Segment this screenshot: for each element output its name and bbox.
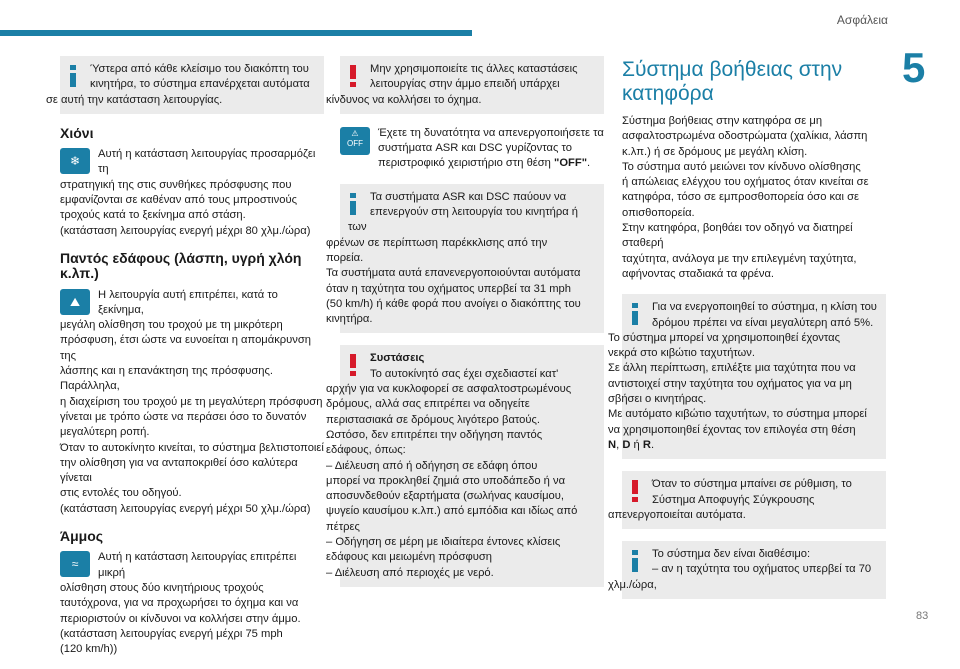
text-line: ολίσθηση στους δύο κινητήριους τροχούς xyxy=(60,581,264,594)
text-line: εμφανίζονται σε καθέναν από τους μπροστινούς xyxy=(60,194,297,207)
note-line: αποσυνδεθούν εξαρτήματα (σωλήνας καυσίμου, xyxy=(326,490,564,503)
text-line: ή απώλειας ελέγχου του οχήματος όταν κινείται σε xyxy=(622,176,869,189)
info-icon xyxy=(350,193,356,215)
info-note xyxy=(608,294,886,459)
note-line: πέτρες xyxy=(326,520,360,533)
text-line: (κατάσταση λειτουργίας ενεργή μέχρι 75 mph xyxy=(60,627,283,640)
note-line: εδάφους, όπως: xyxy=(326,444,406,457)
note-line: Ωστόσο, δεν επιτρέπει την οδήγηση παντός xyxy=(326,428,543,441)
text-line: κατηφόρα, τόσο σε εμπροσθοπορεία όσο και σε xyxy=(622,191,859,204)
note-line: δρόμου πρέπει να είναι μεγαλύτερη από 5%. xyxy=(652,316,874,329)
text-span: περιστροφικό χειριστήριο στη θέση xyxy=(378,157,555,170)
text-line: (κατάσταση λειτουργίας ενεργή μέχρι 50 χλμ./ώρα) xyxy=(60,502,311,515)
note-line: νεκρά στο κιβώτιο ταχυτήτων. xyxy=(608,347,755,360)
text-line: ταχύτητα, ανάλογα με την επιλεγμένη ταχύτητα, xyxy=(622,252,857,265)
text-line: ασφαλτοστρωμένα οδοστρώματα (χαλίκια, λάσπη xyxy=(622,130,868,143)
text-line xyxy=(340,156,604,171)
note-line xyxy=(608,438,878,453)
warning-icon xyxy=(350,354,356,376)
snow-mode-icon: ❄ xyxy=(60,148,90,174)
text-line: την ολίσθηση για να ανταποκριθεί όσο καλύτερα γίνεται xyxy=(60,456,298,485)
note-line: Σύστημα Αποφυγής Σύγκρουσης xyxy=(652,493,815,506)
text-line: γίνεται με τρόπο ώστε να περάσει όσο το δυνατόν xyxy=(60,410,307,423)
note-line: Με αυτόματο κιβώτιο ταχυτήτων, το σύστημα μπορεί xyxy=(608,408,867,421)
note-line: – Διέλευση από ή οδήγηση σε εδάφη όπου xyxy=(326,459,538,472)
note-line: σε αυτή την κατάσταση λειτουργίας. xyxy=(46,93,223,106)
text-line: μεγαλύτερη ροπή. xyxy=(60,426,150,439)
text-line: κ.λπ.) ή σε δρόμους με μεγάλη κλίση. xyxy=(622,145,808,158)
chapter-number: 5 xyxy=(902,44,926,91)
note-line: φρένων σε περίπτωση παρέκκλισης από την xyxy=(326,236,548,249)
note-line: (50 km/h) ή κάθε φορά που ανοίγει ο διακόπτης του xyxy=(326,297,581,310)
text-line: στις εντολές του οδηγού. xyxy=(60,487,182,500)
paragraph-snow xyxy=(60,147,324,239)
sand-mode-icon: ≈ xyxy=(60,551,90,577)
text-line: Η λειτουργία αυτή επιτρέπει, κατά το ξεκίνημα, xyxy=(98,288,278,316)
text-line: Σύστημα βοήθειας στην κατηφόρα σε μη xyxy=(622,115,823,127)
off-icon-label: OFF xyxy=(347,138,363,148)
info-icon xyxy=(632,550,638,572)
note-line: χλμ./ώρα, xyxy=(608,578,657,591)
note-line: πορεία. xyxy=(326,251,364,264)
info-note xyxy=(608,541,886,599)
note-line: – αν η ταχύτητα του οχήματος υπερβεί τα 70 xyxy=(652,563,872,576)
text-line: συστήματα ASR και DSC γυρίζοντας το xyxy=(378,142,572,155)
gear-n: N xyxy=(608,438,617,451)
text-line: στρατηγική της στις συνθήκες πρόσφυσης που xyxy=(60,178,292,191)
text-line: λάσπης και η επανάκτηση της πρόσφυσης. Παράλληλα, xyxy=(60,365,273,393)
page-number: 83 xyxy=(916,610,929,622)
text-line: Το σύστημα αυτό μειώνει τον κίνδυνο ολίσθησης xyxy=(622,160,861,173)
warning-note xyxy=(608,471,886,529)
note-line: Το σύστημα μπορεί να χρησιμοποιηθεί έχοντας xyxy=(608,331,841,344)
off-mode-icon: ⚠ OFF xyxy=(340,127,370,155)
warning-note xyxy=(326,56,604,114)
text-line: η διαχείριση του τροχού με τη μεγαλύτερη πρόσφυση xyxy=(60,395,323,408)
text-line: Όταν το αυτοκίνητο κινείται, το σύστημα βελτιστοποιεί xyxy=(60,441,324,454)
column-2 xyxy=(326,56,604,599)
warning-icon xyxy=(350,65,356,87)
note-line: ψυγείο καυσίμου κ.λπ.) από εμπόδια και ιδίως από xyxy=(326,505,578,518)
gear-r: R xyxy=(642,438,651,451)
note-line: όταν η ταχύτητα του οχήματος υπερβεί τα 31 mph xyxy=(326,282,571,295)
section-title: Ασφάλεια xyxy=(836,13,888,27)
note-line: Σε άλλη περίπτωση, επιλέξτε μια ταχύτητα που να xyxy=(608,362,856,375)
warning-note-recommendations xyxy=(326,345,604,586)
note-line: Ύστερα από κάθε κλείσιμο του διακόπτη του xyxy=(90,63,309,75)
heading-sand: Άμμος xyxy=(60,528,104,545)
text-line: πρόσφυση, έτσι ώστε να ευνοείται η απομάκρυνση της xyxy=(60,334,312,362)
text-line: Αυτή η κατάσταση λειτουργίας επιτρέπει μικρή xyxy=(98,551,297,579)
note-line: περιστασιακά σε δρόμους λιγότερο βατούς. xyxy=(326,413,541,426)
info-note xyxy=(46,56,324,114)
note-line: Όταν το σύστημα μπαίνει σε ρύθμιση, το xyxy=(652,478,852,491)
gear-d: D xyxy=(622,438,631,451)
note-line: κινητήρα. xyxy=(326,313,373,326)
note-line: σβήσει ο κινητήρας. xyxy=(608,393,707,406)
off-position: "OFF" xyxy=(554,157,587,170)
note-line: δρόμους, αλλά σας επιτρέπει να οδηγείτε xyxy=(326,398,530,411)
column-1 xyxy=(46,56,324,669)
warning-icon xyxy=(632,480,638,502)
text-line: περιοριστούν οι κίνδυνοι να κολλήσει στην άμμο. xyxy=(60,612,301,625)
note-line: Το αυτοκίνητό σας έχει σχεδιαστεί κατ' xyxy=(370,367,559,380)
paragraph-descent xyxy=(622,114,886,282)
info-icon xyxy=(632,303,638,325)
note-line: μπορεί να προκληθεί ζημιά στο υποδάπεδο ή να xyxy=(326,474,566,487)
note-line: Μην χρησιμοποιείτε τις άλλες καταστάσεις xyxy=(370,63,578,75)
text-line: (κατάσταση λειτουργίας ενεργή μέχρι 80 χλμ./ώρα) xyxy=(60,224,311,237)
note-line: Για να ενεργοποιηθεί το σύστημα, η κλίση του xyxy=(652,301,877,314)
text-span: . xyxy=(587,157,591,170)
note-line: κίνδυνος να κολλήσει το όχημα. xyxy=(326,93,482,106)
text-line: τροχούς κατά το ξεκίνημα από στάση. xyxy=(60,209,246,222)
text-line: (120 km/h)) xyxy=(60,643,118,656)
header-bar xyxy=(0,30,472,36)
note-line: κινητήρα, το σύστημα επανέρχεται αυτόματα xyxy=(90,78,310,91)
paragraph-allroad xyxy=(60,288,324,517)
mud-mode-icon: ⛰ xyxy=(60,289,90,315)
text-span: ή xyxy=(630,438,643,451)
text-line: Στην κατηφόρα, βοηθάει τον οδηγό να διατηρεί σταθερή xyxy=(622,222,853,250)
note-line: – Διέλευση από περιοχές με νερό. xyxy=(326,566,494,579)
note-line: λειτουργίας στην άμμο επειδή υπάρχει xyxy=(370,78,560,91)
note-line: Τα συστήματα αυτά επανενεργοποιούνται αυτόματα xyxy=(326,267,581,280)
note-line: Τα συστήματα ASR και DSC παύουν να xyxy=(370,190,567,203)
heading-snow: Χιόνι xyxy=(60,124,94,141)
text-line: ταυτόχρονα, για να προχωρήσει το όχημα και να xyxy=(60,597,299,610)
text-line: Αυτή η κατάσταση λειτουργίας προσαρμόζει τη xyxy=(98,148,316,176)
note-line: απενεργοποιείται αυτόματα. xyxy=(608,508,746,521)
heading-line: κατηφόρα xyxy=(622,82,714,105)
text-line: οπισθοπορεία. xyxy=(622,206,695,219)
note-line: επενεργούν στη λειτουργία του κινητήρα ή των xyxy=(348,206,579,234)
info-note xyxy=(326,184,604,334)
note-line: αρχήν για να κυκλοφορεί σε ασφαλτοστρωμένους xyxy=(326,383,572,396)
note-title: Συστάσεις xyxy=(370,352,425,365)
note-line: να χρησιμοποιηθεί έχοντας τον επιλογέα στη θέση xyxy=(608,423,856,436)
text-line: μεγάλη ολίσθηση του τροχού με τη μικρότερη xyxy=(60,319,283,332)
text-line: αφήνοντας σταδιακά τα φρένα. xyxy=(622,267,775,280)
info-icon xyxy=(70,65,76,87)
text-line: Έχετε τη δυνατότητα να απενεργοποιήσετε τα xyxy=(378,126,604,139)
heading-line: Σύστημα βοήθειας στην xyxy=(622,58,843,81)
note-line: Το σύστημα δεν είναι διαθέσιμο: xyxy=(652,548,811,561)
section-heading xyxy=(622,58,886,106)
text-span: , xyxy=(616,438,623,451)
note-line: εδάφους και μειωμένη πρόσφυση xyxy=(326,551,493,564)
heading-allroad: Παντός εδάφους (λάσπη, υγρή χλόη κ.λπ.) xyxy=(60,249,302,282)
note-line: – Οδήγηση σε μέρη με ιδιαίτερα έντονες κλίσεις xyxy=(326,536,561,549)
column-3 xyxy=(608,56,886,611)
note-line: αντιστοιχεί στην ταχύτητα του οχήματος για να μη xyxy=(608,377,852,390)
paragraph-off xyxy=(340,126,604,172)
text-span: . xyxy=(650,438,655,451)
paragraph-sand xyxy=(60,550,324,657)
